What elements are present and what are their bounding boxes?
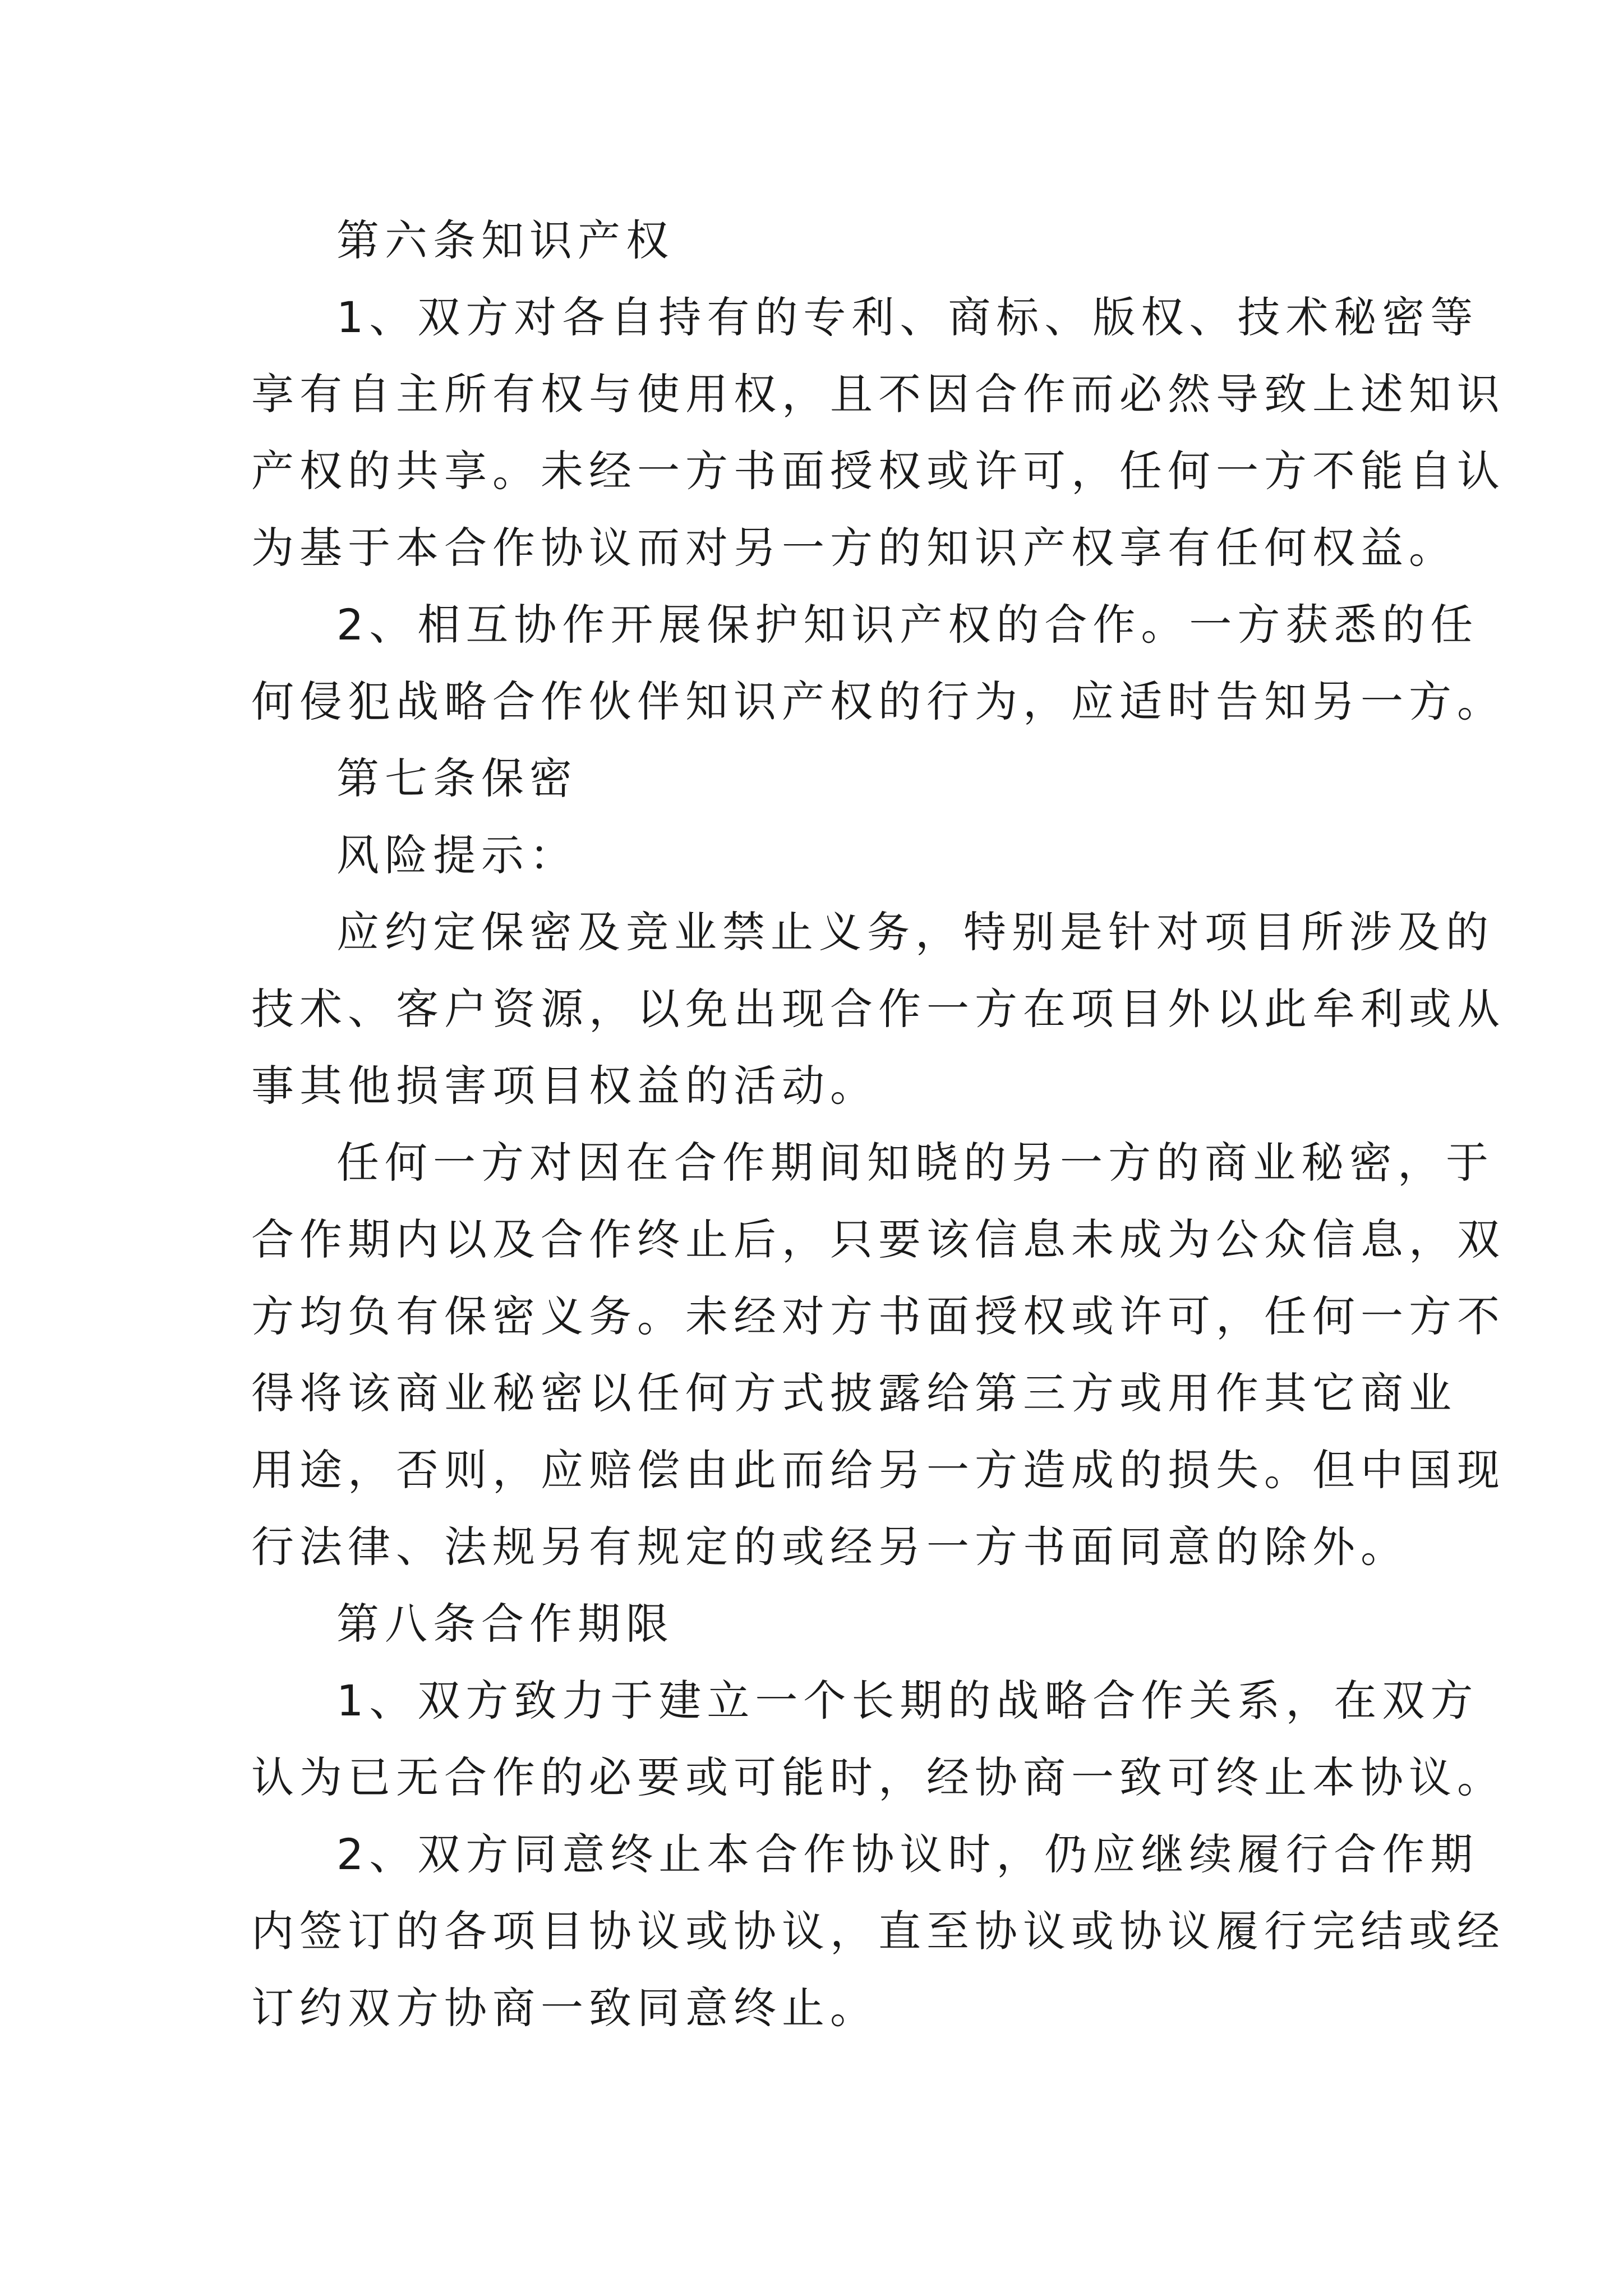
- paragraph: [251, 1662, 1505, 1816]
- text-line: 方均负有保密义务。未经对方书面授权或许可，任何一方不: [251, 1291, 1505, 1341]
- document-body: [251, 202, 1505, 2046]
- section-heading-6: 第六条知识产权: [336, 215, 674, 265]
- text-line: 用途，否则，应赔偿由此而给另一方造成的损失。但中国现: [251, 1445, 1505, 1495]
- text-line: 合作期内以及合作终止后，只要该信息未成为公众信息，双: [251, 1214, 1505, 1264]
- text-line: 应约定保密及竞业禁止义务，特别是针对项目所涉及的: [336, 907, 1494, 957]
- text-line: 行法律、法规另有规定的或经另一方书面同意的除外。: [251, 1522, 1409, 1572]
- text-line: 1、双方致力于建立一个长期的战略合作关系，在双方: [336, 1676, 1479, 1726]
- paragraph: [251, 279, 1505, 586]
- text-line: 技术、客户资源，以免出现合作一方在项目外以此牟利或从: [251, 984, 1505, 1034]
- text-line: 订约双方协商一致同意终止。: [251, 1983, 878, 2033]
- text-line: 2、相互协作开展保护知识产权的合作。一方获悉的任: [336, 600, 1479, 650]
- text-line: 何侵犯战略合作伙伴知识产权的行为，应适时告知另一方。: [251, 677, 1505, 726]
- text-line: 任何一方对因在合作期间知晓的另一方的商业秘密，于: [336, 1138, 1494, 1188]
- text-line: 2、双方同意终止本合作协议时，仍应继续履行合作期: [336, 1829, 1479, 1879]
- paragraph: [251, 894, 1505, 1124]
- text-line: 产权的共享。未经一方书面授权或许可，任何一方不能自认: [251, 446, 1505, 496]
- text-line: 为基于本合作协议而对另一方的知识产权享有任何权益。: [251, 523, 1457, 573]
- text-line: 1、双方对各自持有的专利、商标、版权、技术秘密等: [336, 292, 1479, 342]
- risk-note-heading: 风险提示：: [336, 830, 578, 880]
- text-line: 认为已无合作的必要或可能时，经协商一致可终止本协议。: [251, 1752, 1505, 1802]
- paragraph: [251, 1816, 1505, 2046]
- paragraph: [251, 1124, 1505, 1585]
- section-heading-7: 第七条保密: [336, 753, 578, 803]
- paragraph: [251, 586, 1505, 740]
- text-line: 享有自主所有权与使用权，且不因合作而必然导致上述知识: [251, 369, 1505, 419]
- text-line: 事其他损害项目权益的活动。: [251, 1061, 878, 1111]
- text-line: 内签订的各项目协议或协议，直至协议或协议履行完结或经: [251, 1906, 1505, 1956]
- text-line: 得将该商业秘密以任何方式披露给第三方或用作其它商业: [251, 1368, 1457, 1418]
- section-heading-8: 第八条合作期限: [336, 1599, 674, 1649]
